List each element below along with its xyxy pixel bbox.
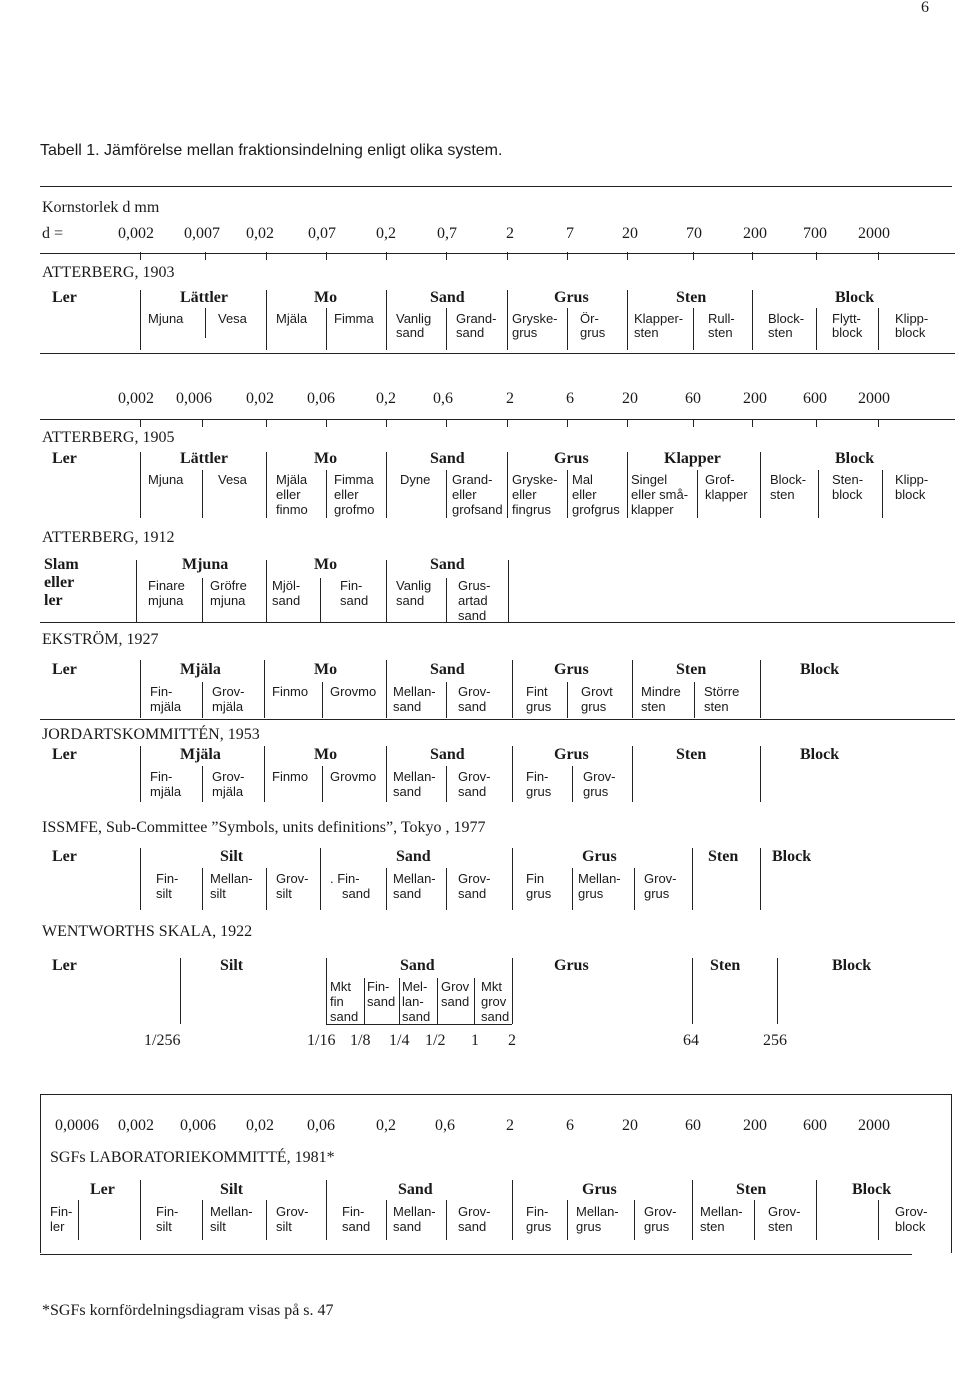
subfraction-label: Mkt bbox=[330, 979, 351, 994]
subfraction-label: Mellan- bbox=[578, 871, 621, 886]
subfraction-label: sten bbox=[704, 699, 729, 714]
subfraction-label: sten bbox=[641, 699, 666, 714]
subfraction-label: fin bbox=[330, 994, 344, 1009]
scale-value: 0,6 bbox=[435, 1117, 455, 1134]
scale-value: 0,007 bbox=[184, 225, 220, 242]
fraction-label: Ler bbox=[52, 848, 77, 865]
subfraction-label: Block- bbox=[768, 311, 805, 326]
fraction-label: Ler bbox=[52, 661, 77, 678]
scale-value: 1/8 bbox=[350, 1032, 371, 1049]
scale-value: 0,2 bbox=[376, 225, 396, 242]
fraction-label: Sten bbox=[676, 746, 707, 763]
subfraction-label: grus bbox=[576, 1219, 602, 1234]
scale-value: 2 bbox=[506, 1117, 514, 1134]
subfraction-label: Mkt bbox=[481, 979, 502, 994]
subfraction-label: eller bbox=[572, 487, 597, 502]
subfraction-label: Mel- bbox=[402, 979, 428, 994]
subfraction-label: Sten- bbox=[832, 472, 864, 487]
fraction-label: Lättler bbox=[180, 289, 228, 306]
subfraction-label: Klapper- bbox=[634, 311, 684, 326]
subfraction-label: grus bbox=[526, 1219, 552, 1234]
scale-value: 0,02 bbox=[246, 390, 274, 407]
subfraction-label: Vanlig bbox=[396, 311, 432, 326]
subfraction-label: grofsand bbox=[452, 502, 503, 517]
fraction-label: Grus bbox=[554, 661, 589, 678]
subfraction-label: grus bbox=[580, 325, 606, 340]
atterberg-1903-title: ATTERBERG, 1903 bbox=[42, 264, 175, 281]
fraction-label: Mo bbox=[314, 450, 338, 467]
subfraction-label: Ör- bbox=[580, 311, 599, 326]
subfraction-label: sand bbox=[458, 886, 487, 901]
subfraction-label: Grof- bbox=[705, 472, 735, 487]
subfraction-label: Mellan- bbox=[700, 1204, 743, 1219]
scale-value: 20 bbox=[622, 225, 638, 242]
fraction-label: Ler bbox=[52, 450, 77, 467]
subfraction-label: Vanlig bbox=[396, 578, 432, 593]
subfraction-label: artad bbox=[458, 593, 488, 608]
fraction-label: Silt bbox=[220, 848, 244, 865]
subfraction-label: fingrus bbox=[512, 502, 552, 517]
fraction-label: Ler bbox=[52, 289, 77, 306]
fraction-label: Mjäla bbox=[180, 746, 221, 763]
subfraction-label: silt bbox=[210, 1219, 226, 1234]
scale-value: 1 bbox=[471, 1032, 479, 1049]
subfraction-label: silt bbox=[276, 886, 292, 901]
subfraction-label: Gryske- bbox=[512, 472, 558, 487]
subfraction-label: sand bbox=[393, 886, 422, 901]
subfraction-label: Grov- bbox=[583, 769, 616, 784]
fraction-label: Sten bbox=[676, 661, 707, 678]
subfraction-label: Flytt- bbox=[832, 311, 861, 326]
subfraction-label: Fin- bbox=[50, 1204, 73, 1219]
fraction-label: Block bbox=[772, 848, 812, 865]
scale-value: 2 bbox=[508, 1032, 516, 1049]
scale-value: 70 bbox=[686, 225, 702, 242]
subfraction-label: sand bbox=[458, 1219, 487, 1234]
subfraction-label: Klipp- bbox=[895, 472, 929, 487]
subfraction-label: Grand- bbox=[452, 472, 493, 487]
subfraction-label: sand bbox=[458, 699, 487, 714]
subfraction-label: Grov- bbox=[768, 1204, 801, 1219]
subfraction-label: Mellan- bbox=[393, 1204, 436, 1219]
kornstorlek-label: Kornstorlek d mm bbox=[42, 199, 160, 216]
subfraction-label: block bbox=[895, 487, 926, 502]
subfraction-label: Dyne bbox=[400, 472, 431, 487]
subfraction-label: sand bbox=[458, 784, 487, 799]
subfraction-label: Grov- bbox=[644, 871, 677, 886]
scale-value: 0,002 bbox=[118, 225, 154, 242]
subfraction-label: Fint bbox=[526, 684, 548, 699]
subfraction-label: Mellan- bbox=[210, 1204, 253, 1219]
fraction-label: Mo bbox=[314, 289, 338, 306]
fraction-label: Grus bbox=[582, 848, 617, 865]
subfraction-label: sand bbox=[342, 1219, 371, 1234]
subfraction-label: Fimma bbox=[334, 472, 374, 487]
scale-value: 2000 bbox=[858, 1117, 890, 1134]
subfraction-label: Mellan- bbox=[210, 871, 253, 886]
fraction-label: Sten bbox=[708, 848, 739, 865]
subfraction-label: grus bbox=[581, 699, 607, 714]
subfraction-label: Mjuna bbox=[148, 311, 184, 326]
subfraction-label: Grov- bbox=[895, 1204, 928, 1219]
subfraction-label: silt bbox=[156, 1219, 172, 1234]
scale-value: 0,0006 bbox=[55, 1117, 99, 1134]
subfraction-label: grus bbox=[578, 886, 604, 901]
subfraction-label: Mjäla bbox=[276, 311, 308, 326]
subfraction-label: Vesa bbox=[218, 472, 247, 487]
subfraction-label: finmo bbox=[276, 502, 308, 517]
subfraction-label: sten bbox=[708, 325, 733, 340]
subfraction-label: Grov- bbox=[458, 684, 491, 699]
subfraction-label: eller bbox=[276, 487, 301, 502]
subfraction-label: grofgrus bbox=[572, 502, 620, 517]
scale-value: 20 bbox=[622, 390, 638, 407]
subfraction-label: Fin- bbox=[342, 1204, 365, 1219]
fraction-label: Ler bbox=[90, 1181, 115, 1198]
fraction-label: Sand bbox=[430, 661, 465, 678]
scale-value: 0,02 bbox=[246, 1117, 274, 1134]
scale-value: 0,07 bbox=[308, 225, 336, 242]
jk-1953-title: JORDARTSKOMMITTÉN, 1953 bbox=[42, 726, 260, 743]
scale-value: 0,06 bbox=[307, 1117, 335, 1134]
subfraction-label: sand bbox=[456, 325, 485, 340]
fraction-label: Grus bbox=[582, 1181, 617, 1198]
subfraction-label: sand bbox=[458, 608, 487, 623]
scale-value: 0,06 bbox=[307, 390, 335, 407]
fraction-label: Sand bbox=[430, 450, 465, 467]
scale-value: 1/2 bbox=[425, 1032, 446, 1049]
subfraction-label: Mal bbox=[572, 472, 593, 487]
fraction-label: Silt bbox=[220, 1181, 244, 1198]
fraction-label: Block bbox=[800, 746, 840, 763]
scale-value: 7 bbox=[566, 225, 574, 242]
subfraction-label: ler bbox=[50, 1219, 65, 1234]
subfraction-label: sand bbox=[393, 699, 422, 714]
subfraction-label: Rull- bbox=[708, 311, 735, 326]
scale-value: 0,7 bbox=[437, 225, 457, 242]
subfraction-label: Klipp- bbox=[895, 311, 929, 326]
fraction-label: Sand bbox=[430, 556, 465, 573]
scale-value: 1/256 bbox=[144, 1032, 181, 1049]
scale-value: 20 bbox=[622, 1117, 638, 1134]
subfraction-label: sand bbox=[396, 593, 425, 608]
subfraction-label: Mjöl- bbox=[272, 578, 301, 593]
subfraction-label: mjäla bbox=[150, 784, 182, 799]
sgf-1981-title: SGFs LABORATORIEKOMMITTÉ, 1981* bbox=[50, 1149, 335, 1166]
scale-value: 0,002 bbox=[118, 390, 154, 407]
subfraction-label: eller bbox=[334, 487, 359, 502]
subfraction-label: mjuna bbox=[210, 593, 246, 608]
ekstrom-1927-title: EKSTRÖM, 1927 bbox=[42, 631, 159, 648]
scale-value: 200 bbox=[743, 390, 767, 407]
subfraction-label: Grovt bbox=[581, 684, 613, 699]
fraction-label: Block bbox=[835, 289, 875, 306]
subfraction-label: Grov- bbox=[458, 769, 491, 784]
subfraction-label: Grus- bbox=[458, 578, 491, 593]
subfraction-label: Fin bbox=[526, 871, 545, 886]
scale-value: 700 bbox=[803, 225, 827, 242]
subfraction-label: Gryske- bbox=[512, 311, 558, 326]
fraction-label: eller bbox=[44, 574, 75, 591]
subfraction-label: mjäla bbox=[150, 699, 182, 714]
subfraction-label: grofmo bbox=[334, 502, 375, 517]
subfraction-label: Grand- bbox=[456, 311, 497, 326]
fraction-label: Mo bbox=[314, 661, 338, 678]
subfraction-label: Block- bbox=[770, 472, 807, 487]
subfraction-label: sand bbox=[330, 1009, 359, 1024]
scale-value: 0,002 bbox=[118, 1117, 154, 1134]
subfraction-label: grus bbox=[644, 886, 670, 901]
subfraction-label: sten bbox=[634, 325, 659, 340]
subfraction-label: Grov- bbox=[276, 1204, 309, 1219]
subfraction-label: silt bbox=[156, 886, 172, 901]
subfraction-label: sand bbox=[396, 325, 425, 340]
subfraction-label: sten bbox=[768, 325, 793, 340]
scale-value: 0,6 bbox=[433, 390, 453, 407]
subfraction-label: eller bbox=[452, 487, 477, 502]
fraction-label: Grus bbox=[554, 746, 589, 763]
scale-value: 0,2 bbox=[376, 1117, 396, 1134]
subfraction-label: grus bbox=[526, 784, 552, 799]
fraction-label: Sten bbox=[676, 289, 707, 306]
subfraction-label: Större bbox=[704, 684, 740, 699]
fraction-label: Mo bbox=[314, 746, 338, 763]
scale-value: 200 bbox=[743, 1117, 767, 1134]
fraction-label: Block bbox=[800, 661, 840, 678]
scale-value: 6 bbox=[566, 390, 574, 407]
scale-value: 200 bbox=[743, 225, 767, 242]
issmfe-1977-title: ISSMFE, Sub-Committee ”Symbols, units definitions”, Tokyo , 1977 bbox=[42, 819, 486, 836]
table-caption: Tabell 1. Jämförelse mellan fraktionsindelning enligt olika system. bbox=[40, 142, 503, 159]
subfraction-label: Mellan- bbox=[393, 871, 436, 886]
atterberg-1912-title: ATTERBERG, 1912 bbox=[42, 529, 175, 546]
scale-value: 600 bbox=[803, 1117, 827, 1134]
subfraction-label: Fin- bbox=[150, 769, 173, 784]
scale-value: 600 bbox=[803, 390, 827, 407]
subfraction-label: lan- bbox=[402, 994, 424, 1009]
subfraction-label: Grovmo bbox=[330, 684, 377, 699]
scale-value: 256 bbox=[763, 1032, 787, 1049]
subfraction-label: Fin- bbox=[150, 684, 173, 699]
subfraction-label: sand bbox=[481, 1009, 510, 1024]
footnote: *SGFs kornfördelningsdiagram visas på s. 47 bbox=[42, 1302, 334, 1319]
scale-value: 0,006 bbox=[180, 1117, 216, 1134]
subfraction-label: Gröfre bbox=[210, 578, 247, 593]
scale-value: 64 bbox=[683, 1032, 699, 1049]
fraction-label: Sand bbox=[430, 289, 465, 306]
scale-value: 2000 bbox=[858, 225, 890, 242]
subfraction-label: mjuna bbox=[148, 593, 184, 608]
subfraction-label: klapper bbox=[705, 487, 748, 502]
subfraction-label: Grov bbox=[441, 979, 470, 994]
subfraction-label: grus bbox=[583, 784, 609, 799]
subfraction-label: Finmo bbox=[272, 684, 309, 699]
fraction-label: Grus bbox=[554, 957, 589, 974]
subfraction-label: Mindre bbox=[641, 684, 681, 699]
subfraction-label: Grovmo bbox=[330, 769, 377, 784]
subfraction-label: Mellan- bbox=[576, 1204, 619, 1219]
fraction-label: Sand bbox=[398, 1181, 433, 1198]
fraction-label: Block bbox=[832, 957, 872, 974]
fraction-label: Klapper bbox=[664, 450, 721, 467]
subfraction-label: Fin- bbox=[526, 769, 549, 784]
subfraction-label: Grov- bbox=[212, 684, 245, 699]
subfraction-label: Fin- bbox=[156, 1204, 179, 1219]
subfraction-label: silt bbox=[276, 1219, 292, 1234]
fraction-label: Ler bbox=[52, 746, 77, 763]
fraction-label: Mjuna bbox=[182, 556, 229, 573]
subfraction-label: sten bbox=[768, 1219, 793, 1234]
subfraction-label: Mellan- bbox=[393, 769, 436, 784]
fraction-label: Grus bbox=[554, 289, 589, 306]
scale-value: 60 bbox=[685, 390, 701, 407]
scale-value: 0,2 bbox=[376, 390, 396, 407]
fraction-label: Lättler bbox=[180, 450, 228, 467]
d-label: d = bbox=[42, 225, 64, 242]
subfraction-label: grus bbox=[526, 699, 552, 714]
subfraction-label: Grov- bbox=[212, 769, 245, 784]
scale-value: 6 bbox=[566, 1117, 574, 1134]
subfraction-label: . Fin- bbox=[330, 871, 360, 886]
subfraction-label: Finmo bbox=[272, 769, 309, 784]
subfraction-label: sand bbox=[367, 994, 396, 1009]
scale-value: 0,006 bbox=[176, 390, 212, 407]
subfraction-label: Fimma bbox=[334, 311, 374, 326]
subfraction-label: Mjäla bbox=[276, 472, 308, 487]
atterberg-1905-title: ATTERBERG, 1905 bbox=[42, 429, 175, 446]
fraction-label: Block bbox=[852, 1181, 892, 1198]
scale-value: 2 bbox=[506, 225, 514, 242]
fraction-label: Sten bbox=[736, 1181, 767, 1198]
subfraction-label: grov bbox=[481, 994, 507, 1009]
fraction-label: Sand bbox=[400, 957, 435, 974]
subfraction-label: Singel bbox=[631, 472, 668, 487]
fraction-label: Block bbox=[835, 450, 875, 467]
subfraction-label: Grov- bbox=[644, 1204, 677, 1219]
wentworth-1922-title: WENTWORTHS SKALA, 1922 bbox=[42, 923, 253, 940]
fraction-label: Sand bbox=[430, 746, 465, 763]
fraction-label: Slam bbox=[44, 556, 79, 573]
fraction-label: Ler bbox=[52, 957, 77, 974]
subfraction-label: block bbox=[832, 487, 863, 502]
subfraction-label: Fin- bbox=[156, 871, 179, 886]
subfraction-label: sand bbox=[340, 593, 369, 608]
subfraction-label: sand bbox=[342, 886, 371, 901]
subfraction-label: sten bbox=[700, 1219, 725, 1234]
scale-value: 1/16 bbox=[307, 1032, 336, 1049]
subfraction-label: sten bbox=[770, 487, 795, 502]
subfraction-label: block bbox=[895, 1219, 926, 1234]
subfraction-label: sand bbox=[272, 593, 301, 608]
subfraction-label: eller små- bbox=[631, 487, 689, 502]
scale-value: 2 bbox=[506, 390, 514, 407]
fraction-label: Mjäla bbox=[180, 661, 221, 678]
subfraction-label: Grov- bbox=[458, 1204, 491, 1219]
subfraction-label: block bbox=[832, 325, 863, 340]
fraction-label: Sten bbox=[710, 957, 741, 974]
subfraction-label: Fin- bbox=[340, 578, 363, 593]
scale-value: 0,02 bbox=[246, 225, 274, 242]
fraction-label: Grus bbox=[554, 450, 589, 467]
subfraction-label: Fin- bbox=[367, 979, 390, 994]
fraction-label: Mo bbox=[314, 556, 338, 573]
subfraction-label: Grov- bbox=[458, 871, 491, 886]
subfraction-label: grus bbox=[512, 325, 538, 340]
subfraction-label: Mjuna bbox=[148, 472, 184, 487]
page-number: 6 bbox=[921, 0, 929, 16]
subfraction-label: mjäla bbox=[212, 784, 244, 799]
scale-value: 60 bbox=[685, 1117, 701, 1134]
subfraction-label: Fin- bbox=[526, 1204, 549, 1219]
subfraction-label: Mellan- bbox=[393, 684, 436, 699]
subfraction-label: Finare bbox=[148, 578, 185, 593]
subfraction-label: klapper bbox=[631, 502, 674, 517]
subfraction-label: eller bbox=[512, 487, 537, 502]
subfraction-label: grus bbox=[644, 1219, 670, 1234]
subfraction-label: Vesa bbox=[218, 311, 247, 326]
subfraction-label: Grov- bbox=[276, 871, 309, 886]
fraction-label: Silt bbox=[220, 957, 244, 974]
subfraction-label: sand bbox=[393, 784, 422, 799]
subfraction-label: silt bbox=[210, 886, 226, 901]
scale-value: 1/4 bbox=[389, 1032, 410, 1049]
fraction-label: ler bbox=[44, 592, 63, 609]
subfraction-label: block bbox=[895, 325, 926, 340]
subfraction-label: sand bbox=[393, 1219, 422, 1234]
subfraction-label: mjäla bbox=[212, 699, 244, 714]
scale-value: 2000 bbox=[858, 390, 890, 407]
subfraction-label: grus bbox=[526, 886, 552, 901]
fraction-label: Sand bbox=[396, 848, 431, 865]
subfraction-label: sand bbox=[441, 994, 470, 1009]
subfraction-label: sand bbox=[402, 1009, 431, 1024]
